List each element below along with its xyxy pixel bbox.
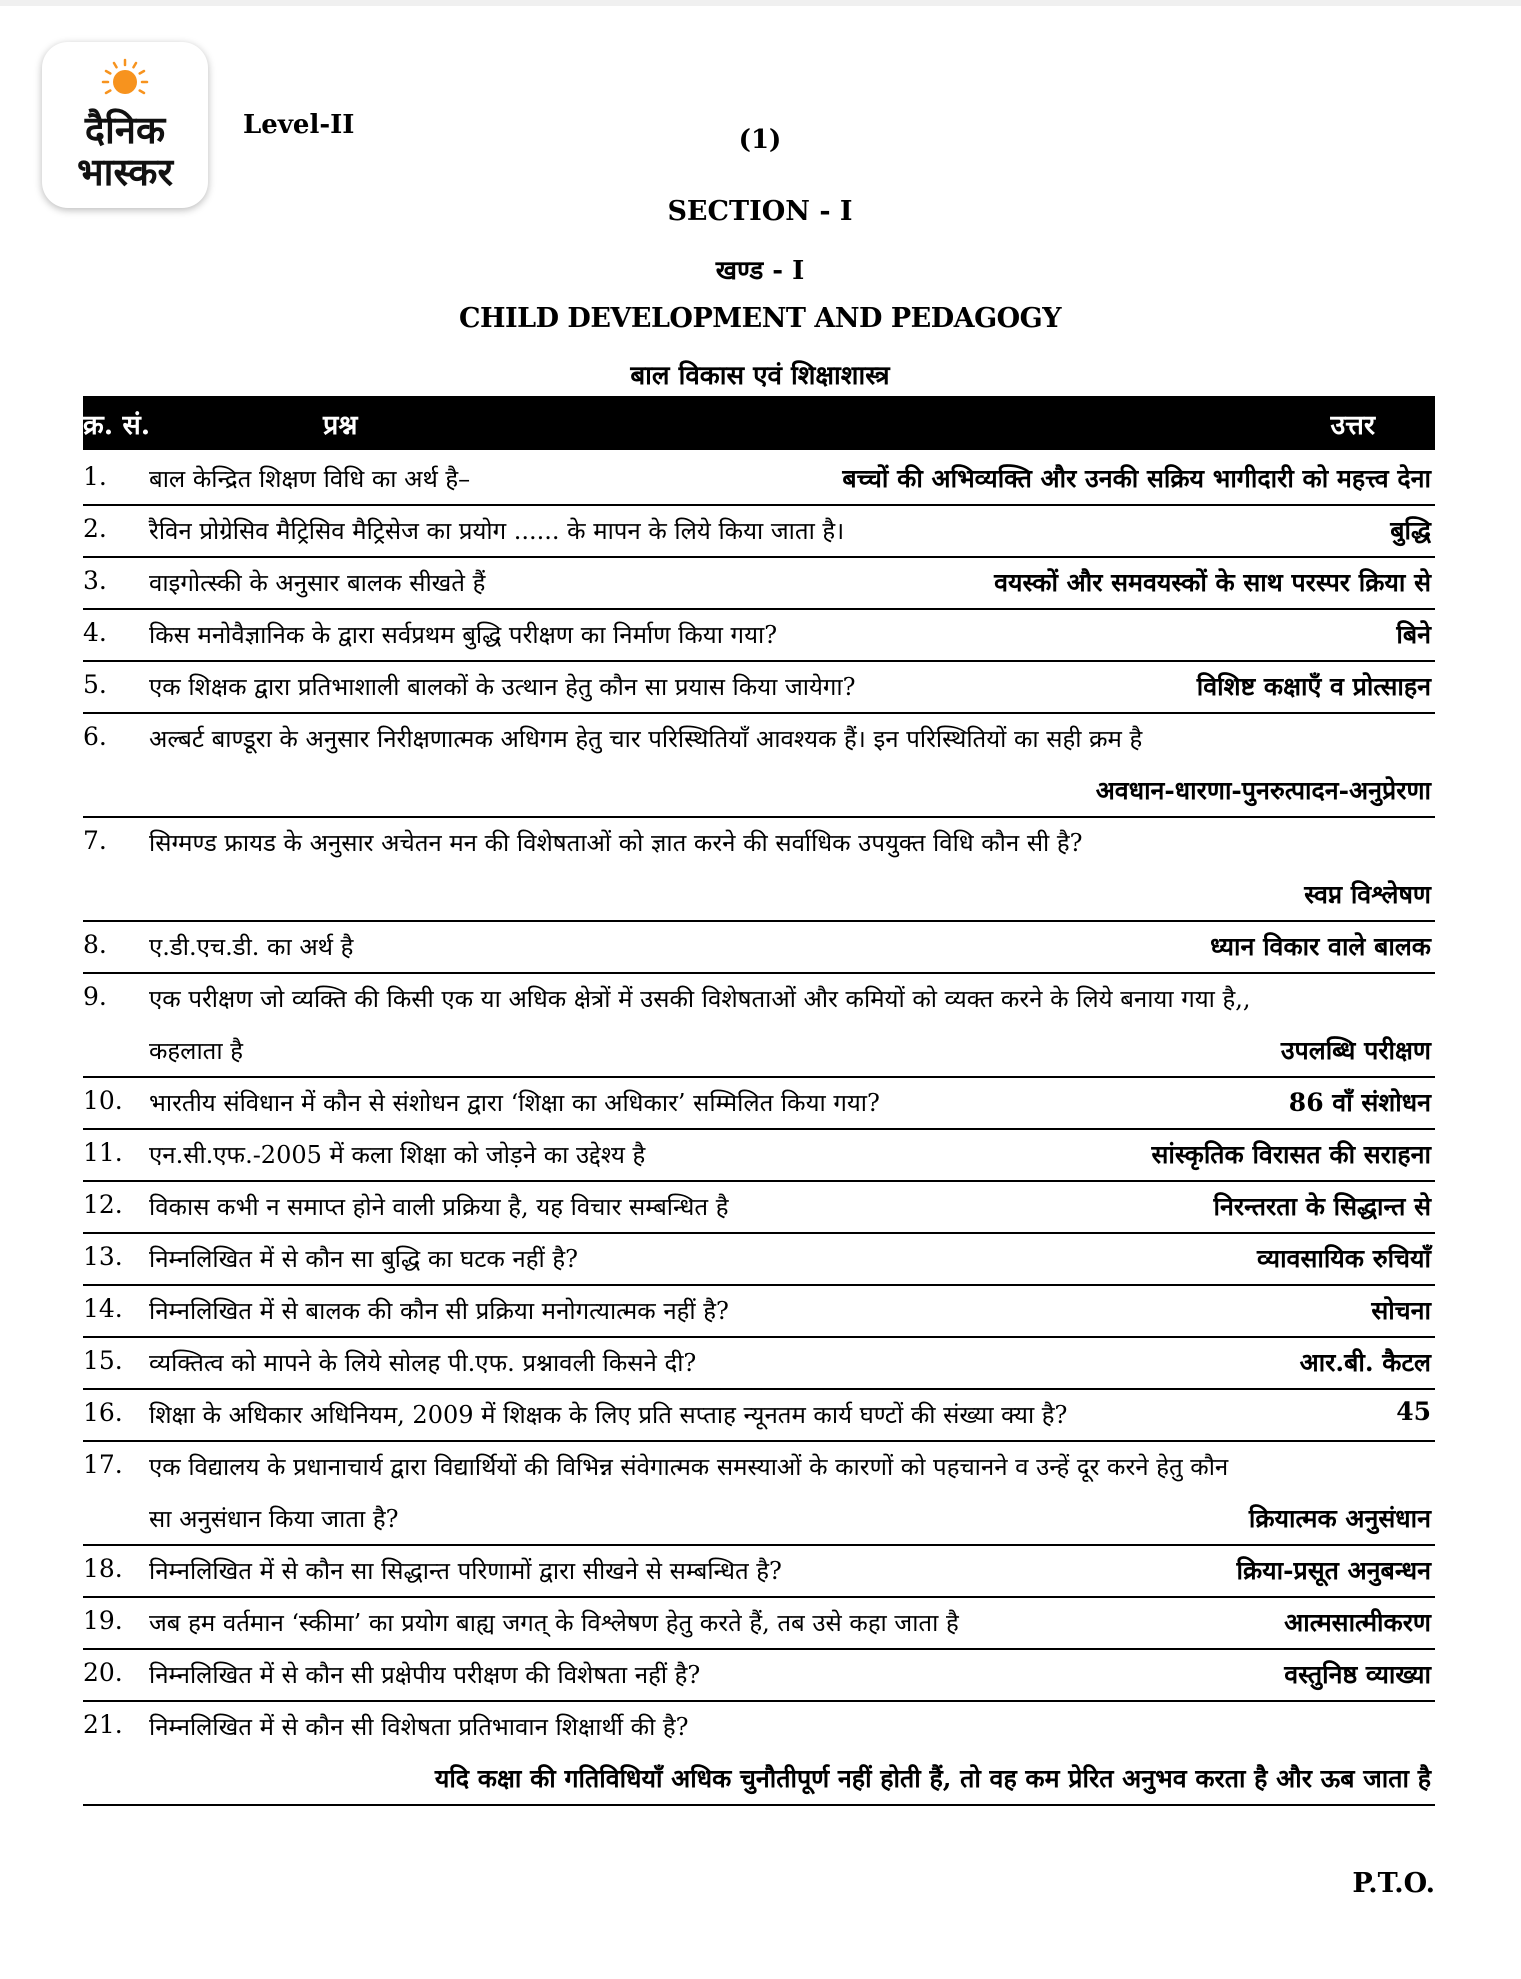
answer-text: क्रिया-प्रसूत अनुबन्धन [1236, 1556, 1431, 1585]
header-serial-number: क्र. सं. [83, 410, 151, 441]
row-line [83, 1596, 1435, 1648]
question-number: 3. [83, 566, 107, 595]
table-row [83, 504, 1435, 558]
table-row [83, 556, 1435, 610]
question-text: विकास कभी न समाप्त होने वाली प्रक्रिया है, यह विचार सम्बन्धित है [149, 1193, 729, 1221]
question-text-continued: सा अनुसंधान किया जाता है? [149, 1505, 399, 1533]
logo-text-bhaskar: भास्कर [76, 150, 174, 194]
question-text: निम्नलिखित में से कौन सी प्रक्षेपीय परीक्षण की विशेषता नहीं है? [149, 1661, 701, 1689]
logo-text-dainik: दैनिक [84, 108, 166, 152]
answer-text: यदि कक्षा की गतिविधियाँ अधिक चुनौतीपूर्ण नहीं होती हैं, तो वह कम प्रेरित अनुभव करता है और ऊब जाता है [434, 1764, 1431, 1793]
answer-text: बच्चों की अभिव्यक्ति और उनकी सक्रिय भागीदारी को महत्त्व देना [842, 464, 1431, 493]
question-text: एक शिक्षक द्वारा प्रतिभाशाली बालकों के उत्थान हेतु कौन सा प्रयास किया जायेगा? [149, 673, 856, 701]
row-line [83, 452, 1435, 504]
table-row [83, 1232, 1435, 1286]
table-row [83, 1180, 1435, 1234]
table-row [83, 452, 1435, 506]
row-line [83, 764, 1435, 816]
row-line [83, 1024, 1435, 1076]
answer-text: वयस्कों और समवयस्कों के साथ परस्पर क्रिया से [994, 568, 1431, 597]
answer-text: विशिष्ट कक्षाएँ व प्रोत्साहन [1196, 672, 1431, 701]
subject-title-en: CHILD DEVELOPMENT AND PEDAGOGY [459, 303, 1061, 334]
table-row [83, 1648, 1435, 1702]
question-text: सिग्मण्ड फ्रायड के अनुसार अचेतन मन की विशेषताओं को ज्ञात करने की सर्वाधिक उपयुक्त विधि कौन सी है? [149, 829, 1083, 857]
question-number: 9. [83, 982, 107, 1011]
question-text: निम्नलिखित में से बालक की कौन सी प्रक्रिया मनोगत्यात्मक नहीं है? [149, 1297, 729, 1325]
row-line [83, 1700, 1435, 1752]
question-number: 6. [83, 722, 107, 751]
section-heading-hi: खण्ड - I [715, 256, 805, 286]
row-line [83, 712, 1435, 764]
answer-text: 45 [1396, 1397, 1431, 1426]
question-text: अल्बर्ट बाण्डूरा के अनुसार निरीक्षणात्मक अधिगम हेतु चार परिस्थितियाँ आवश्यक हैं। इन परिस्थितियों का सही क्रम है [149, 725, 1143, 753]
answer-text: क्रियात्मक अनुसंधान [1248, 1504, 1431, 1533]
table-row [83, 1596, 1435, 1650]
row-line [83, 1752, 1435, 1804]
table-row [83, 1336, 1435, 1390]
table-row [83, 608, 1435, 662]
answer-text: सोचना [1371, 1296, 1431, 1325]
question-number: 17. [83, 1450, 123, 1479]
question-text: शिक्षा के अधिकार अधिनियम, 2009 में शिक्षक के लिए प्रति सप्ताह न्यूनतम कार्य घण्टों की संख्या क्या है? [149, 1401, 1068, 1429]
row-line [83, 868, 1435, 920]
table-row [83, 1440, 1435, 1546]
question-text: ए.डी.एच.डी. का अर्थ है [149, 933, 354, 961]
table-row [83, 1076, 1435, 1130]
row-line [83, 1544, 1435, 1596]
question-text: रैविन प्रोग्रेसिव मैट्रिसिव मैट्रिसेज का प्रयोग ...... के मापन के लिये किया जाता है। [149, 517, 845, 545]
question-text: जब हम वर्तमान ‘स्कीमा’ का प्रयोग बाह्य जगत् के विश्लेषण हेतु करते हैं, तब उसे कहा जाता है [149, 1609, 959, 1637]
question-number: 5. [83, 670, 107, 699]
answer-text: सांस्कृतिक विरासत की सराहना [1151, 1140, 1431, 1169]
question-number: 10. [83, 1086, 123, 1115]
top-edge [0, 0, 1521, 6]
question-number: 14. [83, 1294, 123, 1323]
question-text: बाल केन्द्रित शिक्षण विधि का अर्थ है– [149, 465, 471, 493]
answer-text: आर.बी. कैटल [1299, 1348, 1431, 1377]
question-number: 16. [83, 1398, 123, 1427]
row-line [83, 920, 1435, 972]
table-row [83, 1128, 1435, 1182]
subject-title-hi: बाल विकास एवं शिक्षाशास्त्र [630, 361, 890, 391]
table-row [83, 972, 1435, 1078]
table-row [83, 1700, 1435, 1806]
question-text: किस मनोवैज्ञानिक के द्वारा सर्वप्रथम बुद्धि परीक्षण का निर्माण किया गया? [149, 621, 778, 649]
table-row [83, 1284, 1435, 1338]
answer-text: 86 वाँ संशोधन [1288, 1088, 1431, 1117]
question-text: एक परीक्षण जो व्यक्ति की किसी एक या अधिक क्षेत्रों में उसकी विशेषताओं और कमियों को व्यक्त करने के लिये बनाया गया है,, [149, 985, 1251, 1013]
answer-text: आत्मसात्मीकरण [1284, 1608, 1431, 1637]
question-number: 19. [83, 1606, 123, 1635]
question-number: 1. [83, 462, 107, 491]
row-line [83, 816, 1435, 868]
table-row [83, 1544, 1435, 1598]
row-line [83, 1180, 1435, 1232]
answer-text: ध्यान विकार वाले बालक [1210, 932, 1431, 961]
answer-text: स्वप्न विश्लेषण [1304, 880, 1431, 909]
row-line [83, 1388, 1435, 1440]
answer-text: वस्तुनिष्ठ व्याख्या [1284, 1660, 1431, 1689]
question-text: निम्नलिखित में से कौन सी विशेषता प्रतिभावान शिक्षार्थी की है? [149, 1713, 689, 1741]
row-line [83, 1440, 1435, 1492]
question-number: 2. [83, 514, 107, 543]
question-text: निम्नलिखित में से कौन सा बुद्धि का घटक नहीं है? [149, 1245, 578, 1273]
table-row [83, 712, 1435, 818]
table-row [83, 920, 1435, 974]
dainik-bhaskar-logo [42, 42, 208, 208]
row-line [83, 556, 1435, 608]
table-row [83, 660, 1435, 714]
sun-icon [42, 42, 208, 112]
row-line [83, 660, 1435, 712]
table-row [83, 1388, 1435, 1442]
answer-text: बिने [1396, 620, 1431, 649]
question-text: एन.सी.एफ.-2005 में कला शिक्षा को जोड़ने का उद्देश्य है [149, 1141, 646, 1169]
pto-label: P.T.O. [1352, 1868, 1435, 1899]
row-line [83, 1128, 1435, 1180]
question-text: भारतीय संविधान में कौन से संशोधन द्वारा ‘शिक्षा का अधिकार’ सम्मिलित किया गया? [149, 1089, 880, 1117]
row-line [83, 1492, 1435, 1544]
header-question: प्रश्न [323, 410, 358, 441]
page-number: (1) [738, 125, 782, 155]
question-number: 13. [83, 1242, 123, 1271]
header-answer: उत्तर [1330, 410, 1375, 441]
row-line [83, 1076, 1435, 1128]
question-text: वाइगोत्स्की के अनुसार बालक सीखते हैं [149, 569, 486, 597]
question-number: 11. [83, 1138, 123, 1167]
row-line [83, 1336, 1435, 1388]
question-text: निम्नलिखित में से कौन सा सिद्धान्त परिणामों द्वारा सीखने से सम्बन्धित है? [149, 1557, 782, 1585]
answer-text: अवधान-धारणा-पुनरुत्पादन-अनुप्रेरणा [1095, 776, 1431, 805]
row-line [83, 504, 1435, 556]
question-number: 7. [83, 826, 107, 855]
table-header [83, 396, 1435, 450]
level-label: Level-II [243, 110, 355, 140]
answer-text: व्यावसायिक रुचियाँ [1257, 1244, 1431, 1273]
question-number: 4. [83, 618, 107, 647]
question-number: 8. [83, 930, 107, 959]
table-row [83, 816, 1435, 922]
question-text: व्यक्तित्व को मापने के लिये सोलह पी.एफ. प्रश्नावली किसने दी? [149, 1349, 697, 1377]
question-number: 15. [83, 1346, 123, 1375]
section-heading-en: SECTION - I [667, 196, 853, 227]
row-line [83, 1232, 1435, 1284]
answer-text: बुद्धि [1390, 516, 1431, 545]
question-number: 21. [83, 1710, 123, 1739]
question-number: 20. [83, 1658, 123, 1687]
question-number: 12. [83, 1190, 123, 1219]
row-line [83, 972, 1435, 1024]
row-line [83, 1648, 1435, 1700]
question-number: 18. [83, 1554, 123, 1583]
question-text-continued: कहलाता है [149, 1037, 243, 1065]
row-line [83, 1284, 1435, 1336]
question-text: एक विद्यालय के प्रधानाचार्य द्वारा विद्यार्थियों की विभिन्न संवेगात्मक समस्याओं के कारणों को पहचानने व उन्हें दूर करने हेतु कौन [149, 1453, 1229, 1481]
answer-text: उपलब्धि परीक्षण [1280, 1036, 1431, 1065]
answer-text: निरन्तरता के सिद्धान्त से [1213, 1192, 1431, 1221]
row-line [83, 608, 1435, 660]
